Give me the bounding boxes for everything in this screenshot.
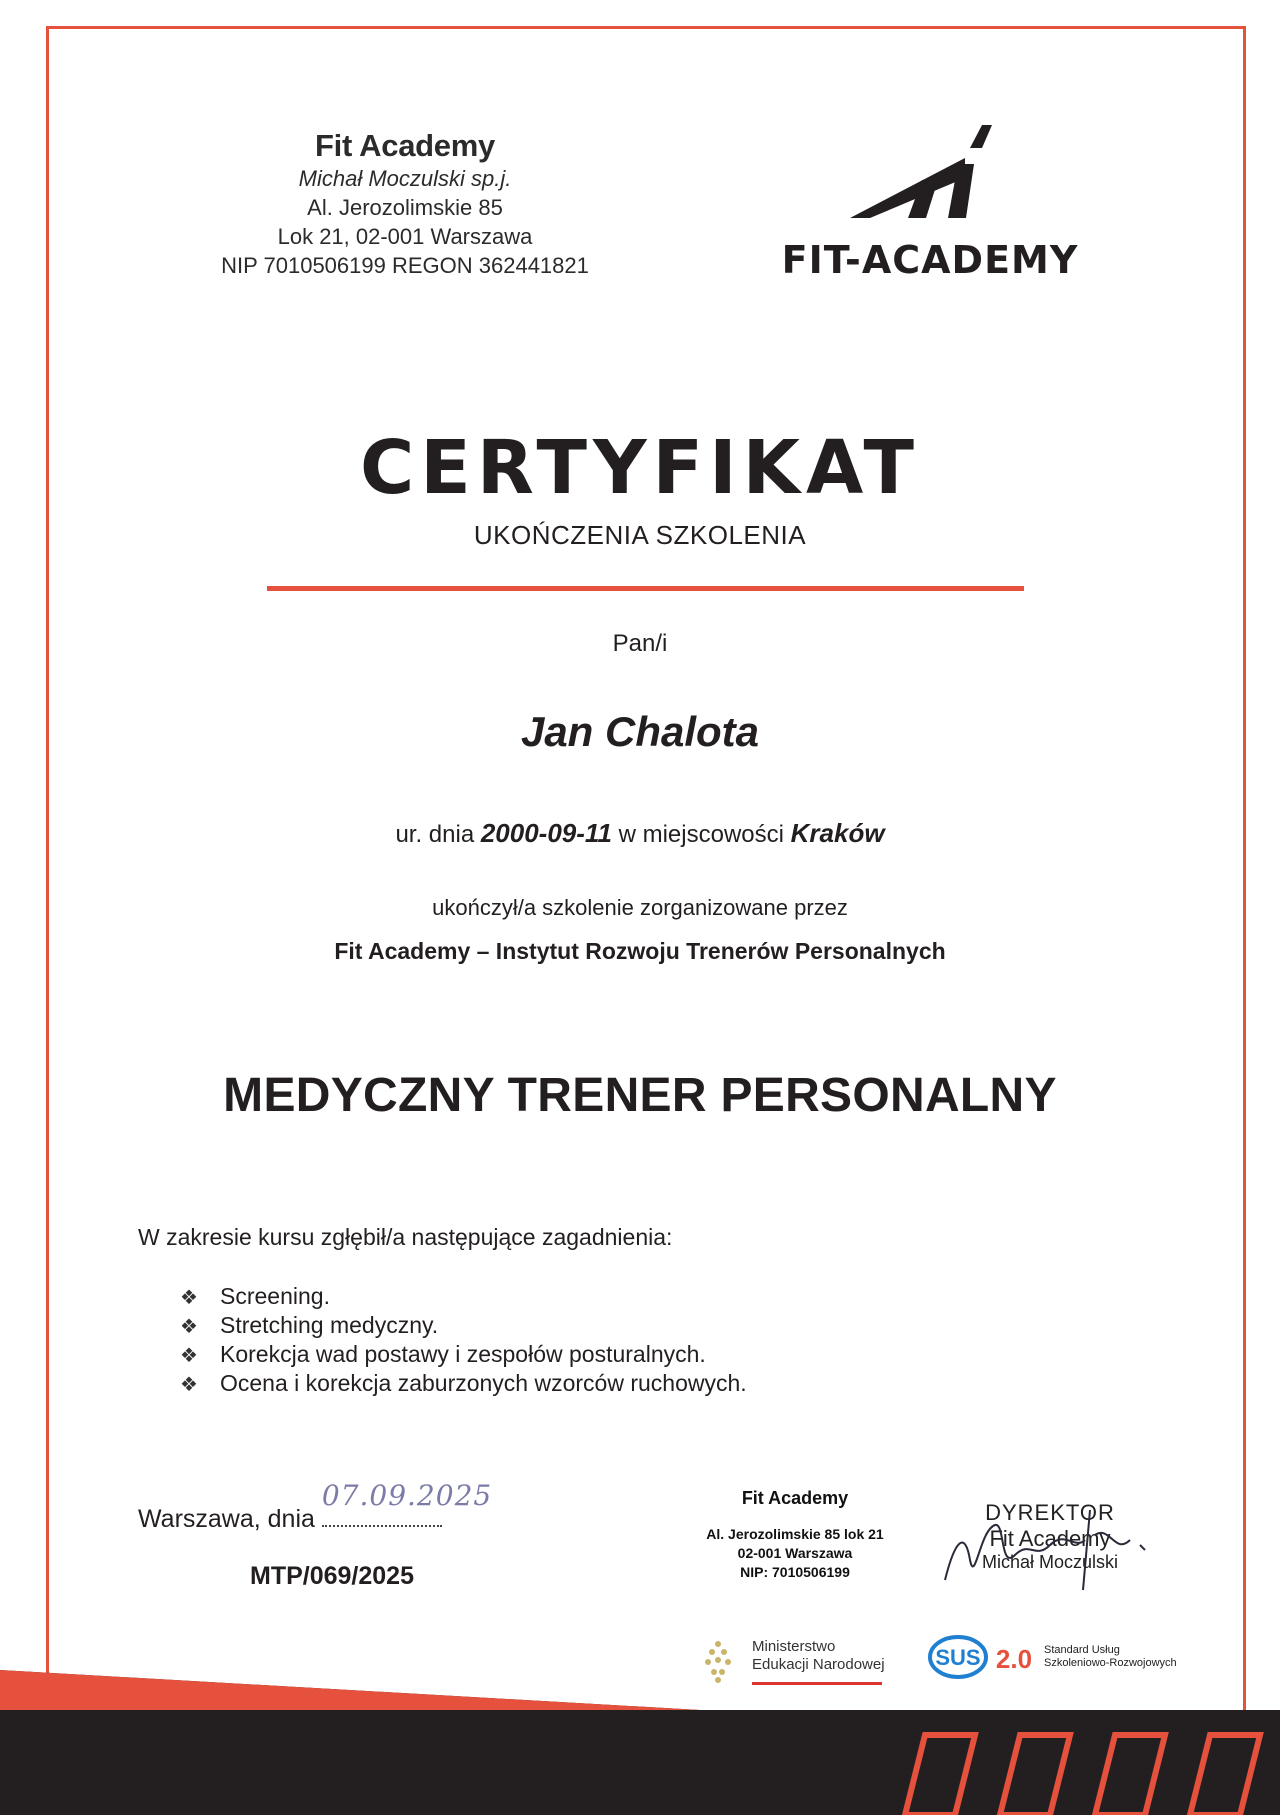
logo-wordmark: FIT-ACADEMY <box>781 238 1079 282</box>
issuer-street: Al. Jerozolimskie 85 <box>307 195 503 220</box>
handwritten-date: 07.09.2025 <box>321 1479 493 1512</box>
stamp-line: NIP: 7010506199 <box>740 1564 850 1580</box>
recipient-name: Jan Chalota <box>520 708 760 755</box>
director-name: Michał Moczulski <box>981 1552 1119 1572</box>
issuer-block <box>180 128 630 280</box>
place-label: Warszawa, dnia <box>138 1505 315 1533</box>
bullet-icon: ❖ <box>180 1374 198 1396</box>
sus-label: Standard Usług Szkoleniowo-Rozwojowych <box>1044 1644 1177 1669</box>
topics-list <box>180 1282 1080 1398</box>
sus-version: 2.0 <box>995 1644 1033 1674</box>
decorative-bottom-band <box>0 1670 1280 1815</box>
stamp-name: Fit Academy <box>741 1488 849 1508</box>
birth-prefix: ur. dnia <box>395 821 475 848</box>
list-item: ❖ Screening. <box>180 1282 1080 1311</box>
birth-date: 2000-09-11 <box>480 818 612 848</box>
title-divider <box>267 586 1024 591</box>
birth-mid: w miejscowości <box>618 821 784 848</box>
issuer-city: Lok 21, 02-001 Warszawa <box>277 224 533 249</box>
signature-icon <box>935 1500 1165 1600</box>
list-item: ❖ Stretching medyczny. <box>180 1311 1080 1340</box>
bullet-icon: ❖ <box>180 1345 198 1367</box>
sus-text: SUS <box>935 1645 981 1670</box>
director-org: Fit Academy <box>989 1526 1111 1551</box>
bullet-icon: ❖ <box>180 1287 198 1309</box>
company-stamp <box>680 1488 910 1582</box>
date-field <box>321 1479 493 1527</box>
ministry-label: Ministerstwo Edukacji Narodowej <box>752 1638 885 1673</box>
certificate-title: CERTYFIKAT <box>359 425 920 511</box>
issuer-owner: Michał Moczulski sp.j. <box>298 166 512 191</box>
topics-intro: W zakresie kursu zgłębił/a następujące zagadnienia: <box>138 1224 673 1250</box>
director-title: DYREKTOR <box>985 1500 1115 1525</box>
completed-text: ukończył/a szkolenie zorganizowane przez <box>432 895 848 920</box>
bullet-icon: ❖ <box>180 1316 198 1338</box>
certificate-number: MTP/069/2025 <box>250 1562 414 1590</box>
issuer-name: Fit Academy <box>315 128 495 163</box>
stamp-line: Al. Jerozolimskie 85 lok 21 <box>706 1526 884 1542</box>
birth-place: Kraków <box>790 818 885 848</box>
stamp-line: 02-001 Warszawa <box>737 1545 853 1561</box>
birth-line <box>240 818 1040 849</box>
organizer: Fit Academy – Instytut Rozwoju Trenerów Personalnych <box>334 938 946 964</box>
issuer-ids: NIP 7010506199 REGON 362441821 <box>221 253 589 278</box>
list-item: ❖ Ocena i korekcja zaburzonych wzorców ruchowych. <box>180 1369 1080 1398</box>
course-name: MEDYCZNY TRENER PERSONALNY <box>223 1069 1057 1122</box>
place-date-line <box>138 1479 538 1534</box>
list-item: ❖ Korekcja wad postawy i zespołów posturalnych. <box>180 1340 1080 1369</box>
certificate-subtitle: UKOŃCZENIA SZKOLENIA <box>473 520 807 550</box>
salutation: Pan/i <box>612 630 668 657</box>
